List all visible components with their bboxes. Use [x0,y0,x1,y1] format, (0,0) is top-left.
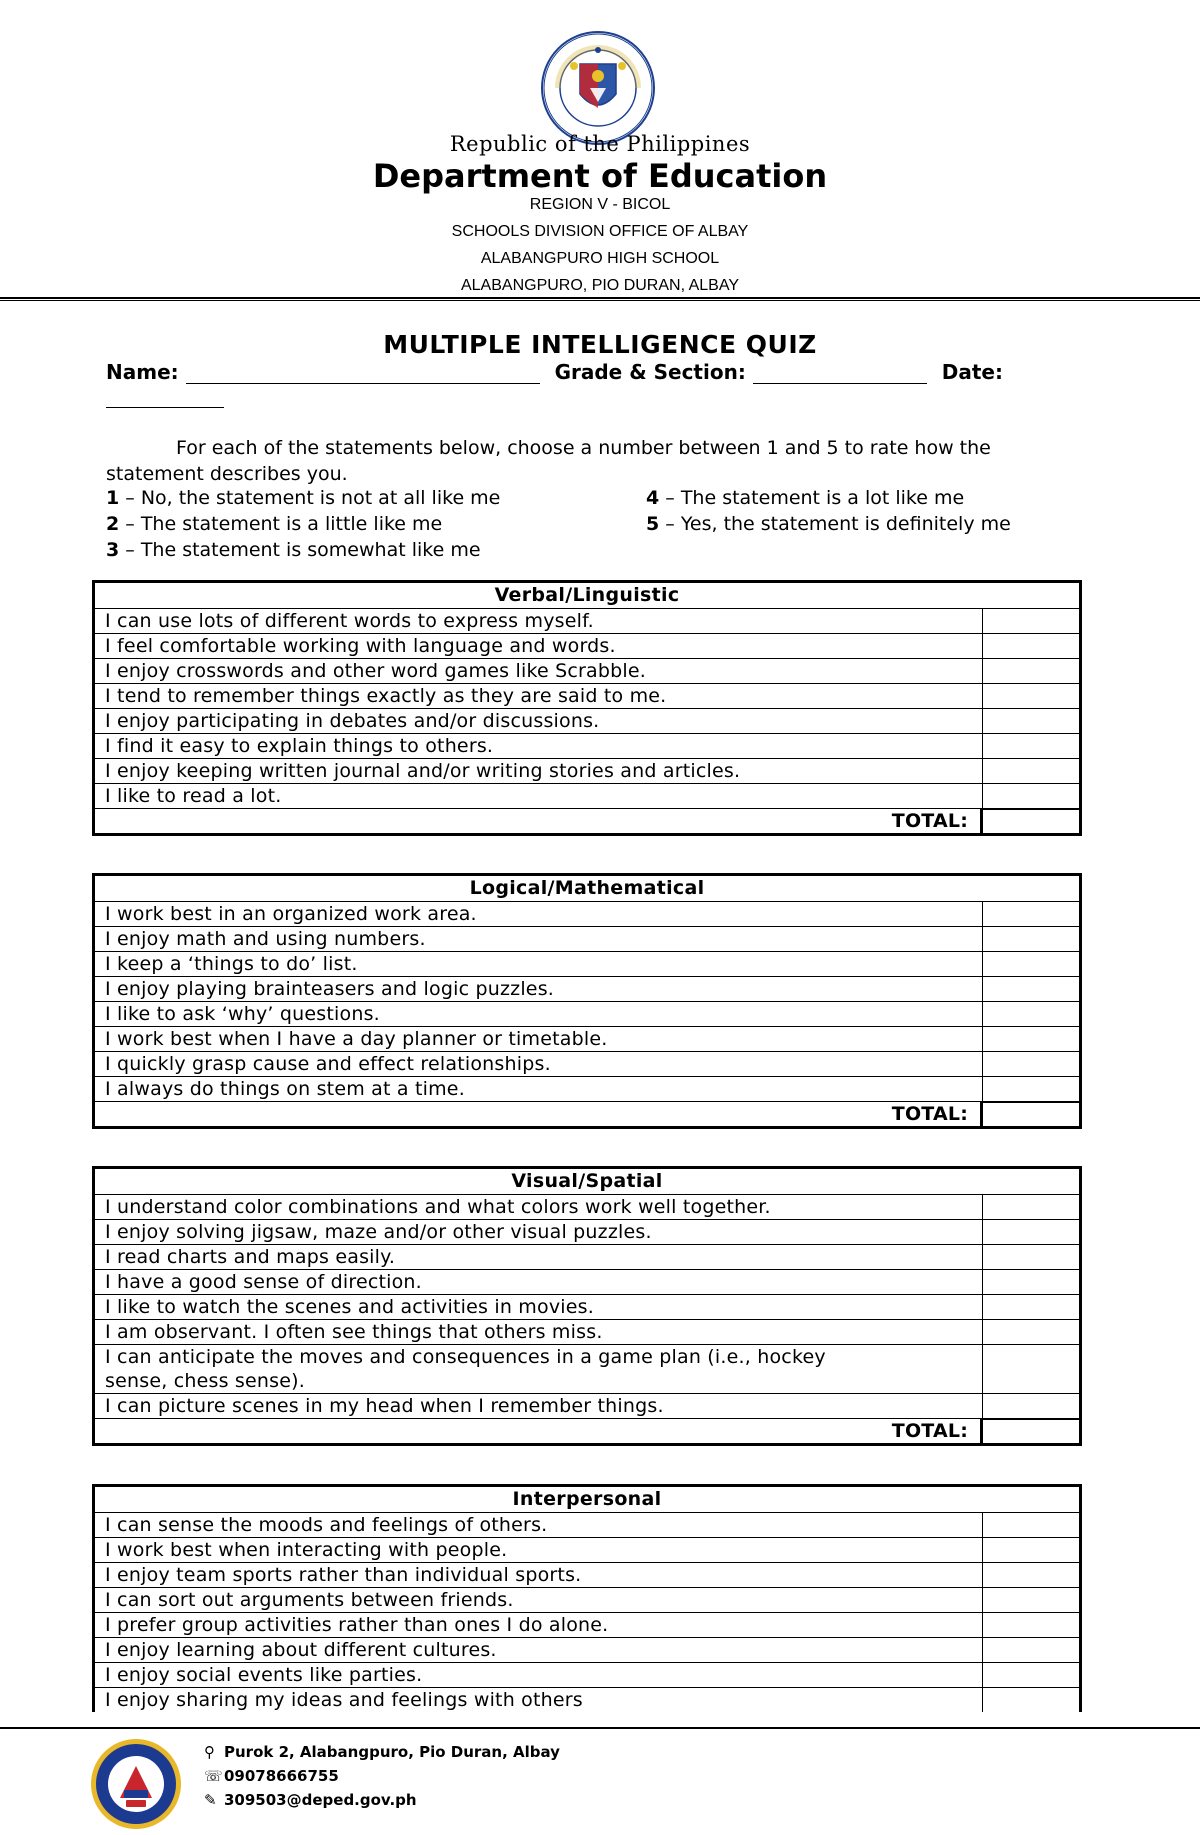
statement: I can use lots of different words to express myself. [95,609,983,633]
total-label: TOTAL: [95,1102,983,1126]
section-table-visual-spatial [92,1166,1082,1446]
header-divider-thin [0,300,1200,301]
instruction-line-1: For each of the statements below, choose a number between 1 and 5 to rate how the [176,437,991,459]
statement: I understand color combinations and what colors work well together. [95,1195,983,1219]
statement: I enjoy keeping written journal and/or writing stories and articles. [95,759,983,783]
table-row [95,1320,1079,1345]
phone-icon: ☏ [204,1767,223,1785]
rating-cell[interactable] [983,1295,1079,1319]
table-row [95,759,1079,784]
table-row [95,1663,1079,1688]
address-line: ALABANGPURO, PIO DURAN, ALBAY [460,277,739,294]
statement: I work best when interacting with people. [95,1538,983,1562]
table-row [95,1295,1079,1320]
rating-cell[interactable] [983,1220,1079,1244]
scale-item: 4 – The statement is a lot like me [646,487,965,509]
table-row [95,1052,1079,1077]
table-row [95,977,1079,1002]
table-row [95,1588,1079,1613]
table-row [95,1513,1079,1538]
rating-cell[interactable] [983,1245,1079,1269]
rating-cell[interactable] [983,684,1079,708]
rating-cell[interactable] [983,1638,1079,1662]
table-row [95,902,1079,927]
division-line: SCHOOLS DIVISION OFFICE OF ALBAY [451,223,749,240]
rating-cell[interactable] [983,1688,1079,1712]
total-cell[interactable] [983,1102,1079,1126]
section-table-logical-mathematical [92,873,1082,1129]
rating-cell[interactable] [983,977,1079,1001]
map-pin-icon: ⚲ [204,1743,215,1761]
total-label: TOTAL: [95,1419,983,1443]
section-title: Interpersonal [95,1487,1079,1513]
statement: I am observant. I often see things that others miss. [95,1320,983,1344]
rating-cell[interactable] [983,1345,1079,1393]
statement: I find it easy to explain things to others. [95,734,983,758]
date-label: Date: [941,360,1003,384]
header-divider [0,297,1200,299]
total-cell[interactable] [983,809,1079,833]
rating-cell[interactable] [983,1663,1079,1687]
statement: I enjoy social events like parties. [95,1663,983,1687]
table-row [95,1688,1079,1712]
statement: I like to watch the scenes and activities in movies. [95,1295,983,1319]
table-row [95,1270,1079,1295]
section-title: Visual/Spatial [95,1169,1079,1195]
name-label: Name: [106,360,179,384]
section-table-interpersonal [92,1484,1082,1712]
rating-cell[interactable] [983,1195,1079,1219]
statement: I always do things on stem at a time. [95,1077,983,1101]
statement: I enjoy crosswords and other word games like Scrabble. [95,659,983,683]
table-row [95,1613,1079,1638]
footer-phone: ☏09078666755 [204,1767,339,1785]
grade-section-label: Grade & Section: [554,360,746,384]
grade-section-field[interactable] [753,363,927,384]
scale-item: 1 – No, the statement is not at all like me [106,487,501,509]
table-row [95,1538,1079,1563]
statement: I can anticipate the moves and consequences in a game plan (i.e., hockey sense, chess sense). [95,1345,983,1393]
rating-cell[interactable] [983,902,1079,926]
rating-cell[interactable] [983,1270,1079,1294]
statement: I have a good sense of direction. [95,1270,983,1294]
rating-cell[interactable] [983,927,1079,951]
rating-cell[interactable] [983,1077,1079,1101]
rating-cell[interactable] [983,659,1079,683]
statement: I enjoy math and using numbers. [95,927,983,951]
name-field[interactable] [186,363,540,384]
total-row [95,1419,1079,1443]
table-row [95,1195,1079,1220]
table-row [95,1638,1079,1663]
rating-cell[interactable] [983,1513,1079,1537]
table-row [95,1345,1079,1394]
table-row [95,1002,1079,1027]
rating-cell[interactable] [983,1002,1079,1026]
statement: I tend to remember things exactly as they are said to me. [95,684,983,708]
rating-cell[interactable] [983,1538,1079,1562]
statement: I like to read a lot. [95,784,983,808]
pen-icon: ✎ [204,1791,217,1809]
statement: I enjoy participating in debates and/or discussions. [95,709,983,733]
total-row [95,809,1079,833]
statement: I enjoy sharing my ideas and feelings with others [95,1688,983,1712]
scale-item: 2 – The statement is a little like me [106,513,443,535]
rating-cell[interactable] [983,952,1079,976]
table-row [95,1394,1079,1419]
table-row [95,1563,1079,1588]
rating-cell[interactable] [983,784,1079,808]
statement: I quickly grasp cause and effect relationships. [95,1052,983,1076]
republic-heading: Republic of the Philippines [449,132,751,156]
statement: I work best when I have a day planner or timetable. [95,1027,983,1051]
statement: I prefer group activities rather than ones I do alone. [95,1613,983,1637]
footer-email[interactable]: ✎ 309503@deped.gov.ph [204,1791,417,1809]
table-row [95,734,1079,759]
statement: I keep a ‘things to do’ list. [95,952,983,976]
table-row [95,684,1079,709]
date-field[interactable] [106,393,224,408]
rating-cell[interactable] [983,1613,1079,1637]
table-row [95,1245,1079,1270]
rating-cell[interactable] [983,1027,1079,1051]
region-line: REGION V - BICOL [529,196,671,213]
rating-cell[interactable] [983,759,1079,783]
statement: I can sort out arguments between friends. [95,1588,983,1612]
table-row [95,1077,1079,1102]
footer-address: ⚲ Purok 2, Alabangpuro, Pio Duran, Albay [204,1743,560,1761]
statement: I enjoy playing brainteasers and logic puzzles. [95,977,983,1001]
rating-cell[interactable] [983,634,1079,658]
school-line: ALABANGPURO HIGH SCHOOL [480,250,720,267]
section-table-verbal-linguistic [92,580,1082,836]
statement: I can picture scenes in my head when I remember things. [95,1394,983,1418]
scale-item: 3 – The statement is somewhat like me [106,539,481,561]
rating-cell[interactable] [983,1320,1079,1344]
student-info-row [106,360,1003,384]
deped-seal-logo [540,30,656,146]
instruction-line-2: statement describes you. [106,463,348,485]
statement: I feel comfortable working with language and words. [95,634,983,658]
table-row [95,927,1079,952]
total-label: TOTAL: [95,809,983,833]
total-row [95,1102,1079,1126]
section-title: Verbal/Linguistic [95,583,1079,609]
table-row [95,634,1079,659]
rating-cell[interactable] [983,1588,1079,1612]
rating-cell[interactable] [983,1563,1079,1587]
section-title: Logical/Mathematical [95,876,1079,902]
rating-cell[interactable] [983,609,1079,633]
statement: I work best in an organized work area. [95,902,983,926]
table-row [95,952,1079,977]
total-cell[interactable] [983,1419,1079,1443]
statement: I enjoy solving jigsaw, maze and/or other visual puzzles. [95,1220,983,1244]
table-row [95,784,1079,809]
statement: I read charts and maps easily. [95,1245,983,1269]
rating-cell[interactable] [983,1052,1079,1076]
scale-item: 5 – Yes, the statement is definitely me [646,513,1011,535]
table-row [95,709,1079,734]
rating-cell[interactable] [983,709,1079,733]
department-heading: Department of Education [372,157,828,195]
statement: I enjoy team sports rather than individual sports. [95,1563,983,1587]
table-row [95,659,1079,684]
statement: I enjoy learning about different cultures. [95,1638,983,1662]
quiz-title: MULTIPLE INTELLIGENCE QUIZ [383,330,817,359]
table-row [95,609,1079,634]
school-seal-logo [90,1738,182,1830]
table-row [95,1220,1079,1245]
rating-cell[interactable] [983,1394,1079,1418]
statement: I like to ask ‘why’ questions. [95,1002,983,1026]
rating-cell[interactable] [983,734,1079,758]
statement: I can sense the moods and feelings of others. [95,1513,983,1537]
table-row [95,1027,1079,1052]
footer-divider [0,1727,1200,1729]
